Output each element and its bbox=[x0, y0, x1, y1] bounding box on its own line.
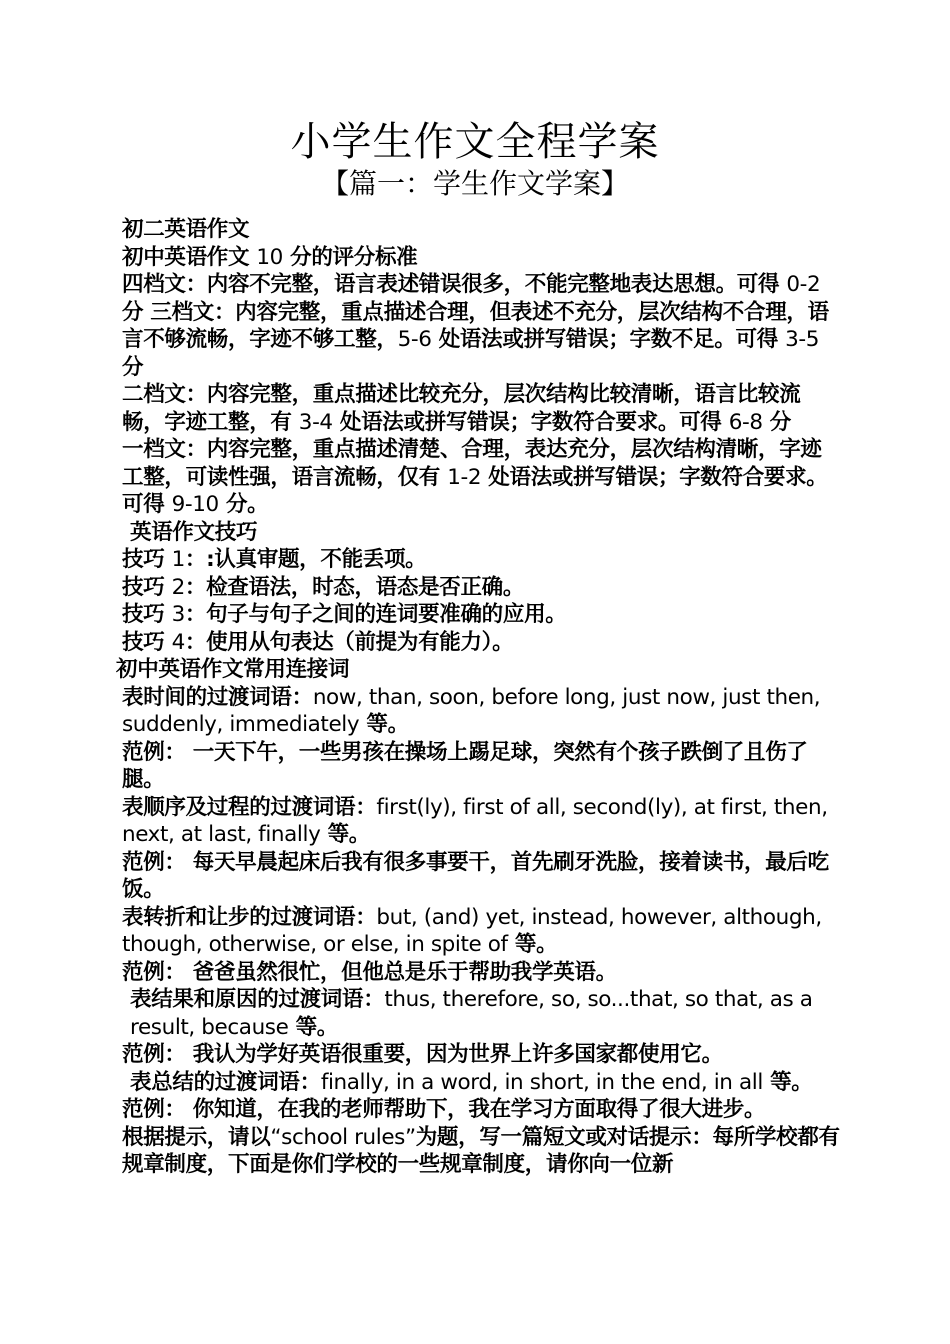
text-run: 分 bbox=[122, 354, 144, 380]
text-run: 5-6 bbox=[397, 327, 432, 352]
paragraph-school-rules-prompt bbox=[116, 1124, 840, 1179]
text-run: finally, in a word, in short, in the end, in all bbox=[320, 1069, 763, 1095]
text-run: 10 bbox=[256, 244, 283, 270]
text-run: 范例： 我认为学好英语很重要，因为世界上许多国家都使用它。 bbox=[122, 1042, 723, 1067]
text-run: 根据提示，请以 bbox=[122, 1124, 271, 1150]
text-run: 2 bbox=[171, 574, 185, 600]
text-run: 分 三档文：内容完整，重点描述合理，但表述不充分，层次结构不合理，语言不够流畅，字迹不够工整， bbox=[122, 299, 829, 352]
paragraph-grade4-grade3 bbox=[116, 271, 840, 381]
paragraph-example-1 bbox=[116, 739, 840, 794]
text-run: 二档文：内容完整，重点描述比较充分，层次结构比较清晰，语言比较流畅，字迹工整，有 bbox=[122, 382, 801, 435]
text-run: 等。 bbox=[762, 1069, 813, 1095]
text-run: 处语法或拼写错误；字数不足。可得 bbox=[431, 327, 786, 352]
paragraph-tip-1 bbox=[116, 546, 840, 574]
text-run: 技巧 bbox=[122, 547, 172, 572]
text-run: 技巧 bbox=[122, 574, 172, 600]
text-run: 表时间的过渡词语： bbox=[122, 684, 313, 710]
paragraph-result-transitions bbox=[116, 986, 840, 1041]
page-title: 小学生作文全程学案 bbox=[290, 119, 660, 165]
text-run: 1-2 bbox=[447, 464, 482, 490]
text-run: first(ly), first of all, second(ly), at first, then, next, at last, finally bbox=[122, 794, 828, 847]
text-run: 等。 bbox=[507, 932, 558, 957]
text-run: 技巧 bbox=[122, 629, 172, 655]
text-run: 范例： 爸爸虽然很忙，但他总是乐于帮助我学英语。 bbox=[122, 959, 617, 985]
paragraph-example-4 bbox=[116, 1041, 840, 1069]
text-run: 一档文：内容完整，重点描述清楚、合理，表达充分，层次结构清晰，字迹工整，可读性强，语言流畅，仅有 bbox=[122, 437, 822, 490]
text-run: 范例： 每天早晨起床后我有很多事要干，首先刷牙洗脸，接着读书，最后吃饭。 bbox=[122, 849, 829, 902]
text-run: 3-5 bbox=[785, 327, 820, 352]
paragraph-tip-3 bbox=[116, 601, 840, 629]
paragraph-grade2 bbox=[116, 381, 840, 436]
text-run: 等。 bbox=[288, 1014, 339, 1040]
text-run: 表转折和让步的过渡词语： bbox=[122, 904, 377, 930]
text-run: 表结果和原因的过渡词语： bbox=[130, 987, 385, 1012]
text-run: 分 bbox=[762, 409, 792, 435]
text-run: 3 bbox=[171, 602, 185, 627]
text-run: 4 bbox=[171, 629, 185, 655]
text-run: 四档文：内容不完整，语言表述错误很多，不能完整地表达思想。可得 bbox=[122, 272, 787, 297]
text-run: 处语法或拼写错误；字数符合要求。可得 bbox=[332, 409, 729, 435]
paragraph-tip-2 bbox=[116, 574, 840, 602]
text-run: 技巧 bbox=[122, 602, 172, 627]
paragraph-tips-heading bbox=[116, 519, 840, 547]
text-run: 范例： 你知道，在我的老师帮助下，我在学习方面取得了很大进步。 bbox=[122, 1097, 766, 1122]
paragraph-connectives-heading bbox=[116, 656, 840, 684]
text-run: 表顺序及过程的过渡词语： bbox=[122, 794, 377, 820]
text-run: 0-2 bbox=[786, 272, 821, 297]
text-run: thus, therefore, so, so...that, so that, as a result, because bbox=[130, 987, 813, 1040]
text-run: 处语法或拼写错误；字数符合要求。可得 bbox=[122, 464, 828, 517]
text-run: “school rules” bbox=[270, 1124, 416, 1150]
paragraph-grade1 bbox=[116, 436, 840, 519]
text-run: ：:认真审题，不能丢项。 bbox=[184, 547, 427, 572]
text-run: 分的评分标准 bbox=[282, 244, 418, 270]
paragraph-example-5 bbox=[116, 1096, 840, 1124]
paragraph-tip-4 bbox=[116, 629, 840, 657]
text-run: 1 bbox=[171, 547, 185, 572]
document-body bbox=[116, 216, 840, 1179]
text-run: ：使用从句表达（前提为有能力）。 bbox=[184, 629, 514, 655]
text-run: 等。 bbox=[359, 712, 409, 737]
text-run: 3-4 bbox=[298, 409, 333, 435]
text-run: 为题，写一篇短文或对话提示：每所学校都有规章制度，下面是你们学校的一些规章制度，请你向一位新 bbox=[122, 1124, 840, 1177]
text-run: 初二英语作文 bbox=[122, 217, 250, 242]
text-run: ：检查语法，时态，语态是否正确。 bbox=[184, 574, 525, 600]
paragraph-time-transitions bbox=[116, 684, 840, 739]
paragraph-example-3 bbox=[116, 959, 840, 987]
text-run: 表总结的过渡词语： bbox=[130, 1069, 321, 1095]
text-run: 9-10 bbox=[171, 492, 219, 517]
text-run: 初中英语作文 bbox=[122, 244, 257, 270]
paragraph-example-2 bbox=[116, 849, 840, 904]
text-run: 英语作文技巧 bbox=[130, 519, 258, 545]
text-run: 6-8 bbox=[728, 409, 763, 435]
text-run: now, than, soon, before long, just now, just then, suddenly, immediately bbox=[122, 684, 821, 737]
paragraph-scoring-standard-heading bbox=[116, 244, 840, 272]
paragraph-summary-transitions bbox=[116, 1069, 840, 1097]
text-run: 初中英语作文常用连接词 bbox=[116, 657, 350, 682]
text-run: ：句子与句子之间的连词要准确的应用。 bbox=[184, 602, 567, 627]
page-subtitle: 【篇一：学生作文学案】 bbox=[320, 167, 629, 200]
text-run: 分。 bbox=[218, 492, 269, 517]
text-run: 等。 bbox=[320, 822, 370, 847]
text-run: 范例： 一天下午，一些男孩在操场上踢足球，突然有个孩子跌倒了且伤了腿。 bbox=[122, 739, 808, 792]
paragraph-heading-grade8 bbox=[116, 216, 840, 244]
paragraph-contrast-transitions bbox=[116, 904, 840, 959]
paragraph-sequence-transitions bbox=[116, 794, 840, 849]
text-run: but, (and) yet, instead, however, although, though, otherwise, or else, in spite of bbox=[122, 904, 822, 957]
